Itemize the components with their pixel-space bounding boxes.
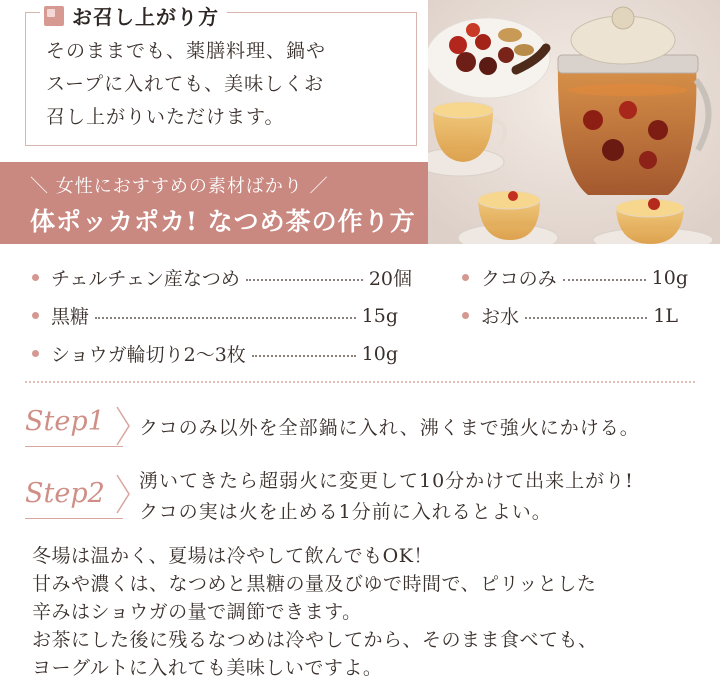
step-line-text: クコの実は火を止める1分前に入れるとよい。 (139, 501, 552, 523)
ingredient-item (462, 302, 678, 329)
note-line: 冬場は温かく、夏場は冷やして飲んでもOK！ (32, 545, 433, 567)
ingredient-amount: 10g (651, 266, 688, 289)
ingredient-amount: 10g (361, 342, 398, 365)
serving-suggestion-title: お召し上がり方 (72, 5, 219, 29)
serving-line: 召し上がりいただけます。 (46, 106, 285, 128)
ingredient-item (32, 302, 398, 329)
ingredient-name: クコのみ (481, 268, 557, 290)
dotted-leader (246, 279, 363, 281)
chevron-right-icon (116, 406, 130, 446)
step1-text (139, 413, 640, 444)
step1-label: Step1 (25, 406, 105, 437)
note-line: お茶にした後に残るなつめは冷やしてから、そのまま食べても、 (32, 629, 598, 651)
step2-underline (25, 518, 123, 519)
dotted-leader (563, 279, 646, 281)
banner-title: 体ポッカポカ! なつめ茶の作り方 (30, 207, 416, 236)
dotted-leader (252, 355, 356, 357)
ingredient-amount: 1L (653, 304, 678, 327)
ingredient-amount: 20個 (368, 268, 412, 290)
chevron-right-icon (116, 474, 130, 514)
step2-text (139, 466, 634, 528)
ingredient-name: 黒糖 (51, 306, 90, 328)
dotted-leader (525, 317, 647, 319)
dotted-divider (25, 381, 695, 383)
note-line: 辛みはショウガの量で調節できます。 (32, 601, 362, 623)
ingredient-name: ショウガ輪切り2～3枚 (51, 344, 246, 366)
serving-suggestion-header (40, 1, 227, 30)
step2-label: Step2 (25, 478, 105, 509)
bullet-dot-icon (462, 274, 469, 281)
ingredient-name: チェルチェン産なつめ (51, 268, 240, 290)
serving-suggestion-text (46, 35, 401, 134)
jujube-tea-photo (428, 0, 720, 244)
recipe-banner (0, 162, 428, 244)
step-line-text: クコのみ以外を全部鍋に入れ、沸くまで強火にかける。 (139, 417, 640, 439)
square-bullet-icon (44, 6, 64, 26)
bullet-dot-icon (462, 312, 469, 319)
step1-underline (25, 446, 123, 447)
note-line: 甘みや濃くは、なつめと黒糖の量及びゆで時間で、ピリッとした (32, 573, 597, 595)
bullet-dot-icon (32, 350, 39, 357)
recipe-notes (32, 542, 598, 682)
bullet-dot-icon (32, 274, 39, 281)
ingredient-item (32, 264, 412, 291)
bullet-dot-icon (32, 312, 39, 319)
note-line: ヨーグルトに入れても美味しいですよ。 (32, 657, 383, 679)
ingredient-amount: 15g (361, 304, 398, 327)
serving-suggestion-box (25, 5, 417, 146)
ingredient-item (32, 340, 398, 367)
banner-subtitle: ＼ 女性におすすめの素材ばかり ／ (30, 176, 329, 197)
serving-line: そのままでも、薬膳料理、鍋や (46, 40, 327, 62)
ingredient-name: お水 (481, 306, 520, 328)
dotted-leader (95, 317, 356, 319)
serving-line: スープに入れても、美味しくお (46, 73, 325, 95)
ingredient-item (462, 264, 688, 291)
step-line-text: 湧いてきたら超弱火に変更して10分かけて出来上がり! (139, 470, 634, 492)
